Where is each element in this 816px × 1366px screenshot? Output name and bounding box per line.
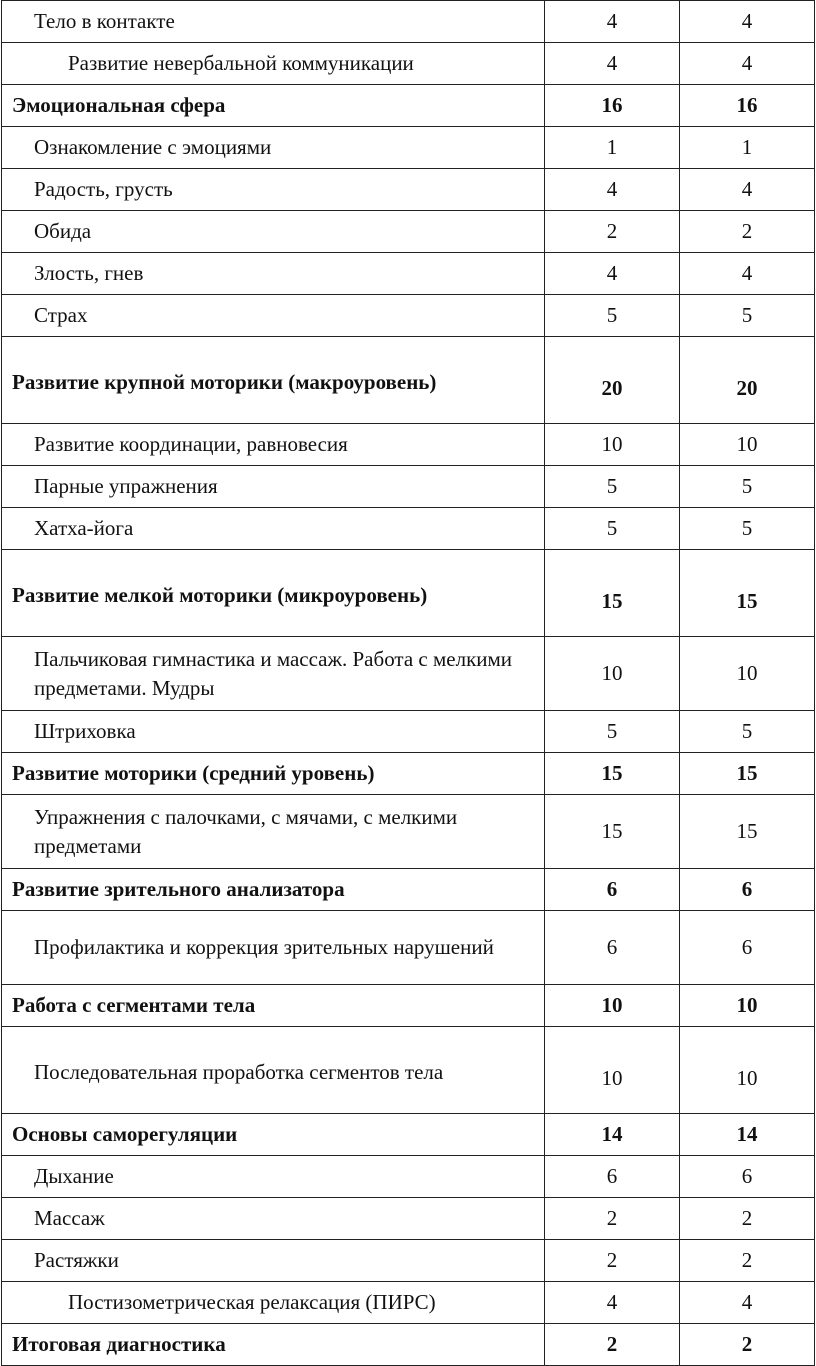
section-row: [2, 550, 815, 637]
row-title: Дыхание: [2, 1156, 545, 1198]
section-title: Работа с сегментами тела: [2, 985, 545, 1027]
row-title: Ознакомление с эмоциями: [2, 127, 545, 169]
section-row: [2, 869, 815, 911]
hours-col-2: 2: [680, 1198, 815, 1240]
table-row: [2, 211, 815, 253]
section-row: [2, 1324, 815, 1366]
row-title: Штриховка: [2, 711, 545, 753]
table-row: [2, 637, 815, 711]
curriculum-table: [1, 0, 815, 1366]
row-title: Хатха-йога: [2, 508, 545, 550]
hours-col-1: 6: [545, 869, 680, 911]
hours-col-2: 6: [680, 1156, 815, 1198]
table-row: [2, 911, 815, 985]
section-row: [2, 1114, 815, 1156]
table-row: [2, 127, 815, 169]
hours-col-1: 1: [545, 127, 680, 169]
row-title: Профилактика и коррекция зрительных нарушений: [2, 911, 545, 985]
table-row: [2, 169, 815, 211]
table-row: [2, 1282, 815, 1324]
hours-col-1: 16: [545, 85, 680, 127]
hours-col-2: 10: [680, 985, 815, 1027]
hours-col-2: 10: [680, 424, 815, 466]
table-row: [2, 795, 815, 869]
hours-col-2: 10: [680, 1027, 815, 1114]
section-row: [2, 85, 815, 127]
hours-col-2: 2: [680, 1324, 815, 1366]
hours-col-2: 15: [680, 550, 815, 637]
hours-col-1: 10: [545, 424, 680, 466]
hours-col-2: 2: [680, 1240, 815, 1282]
hours-col-1: 4: [545, 43, 680, 85]
section-row: [2, 753, 815, 795]
hours-col-2: 4: [680, 1282, 815, 1324]
hours-col-1: 5: [545, 711, 680, 753]
hours-col-2: 4: [680, 169, 815, 211]
row-title: Тело в контакте: [2, 1, 545, 43]
table-row: [2, 424, 815, 466]
hours-col-1: 4: [545, 253, 680, 295]
section-title: Эмоциональная сфера: [2, 85, 545, 127]
hours-col-2: 6: [680, 869, 815, 911]
hours-col-1: 6: [545, 1156, 680, 1198]
row-title: Страх: [2, 295, 545, 337]
table-row: [2, 1240, 815, 1282]
row-title: Постизометрическая релаксация (ПИРС): [2, 1282, 545, 1324]
hours-col-1: 14: [545, 1114, 680, 1156]
hours-col-1: 2: [545, 211, 680, 253]
table-row: [2, 1156, 815, 1198]
row-title: Парные упражнения: [2, 466, 545, 508]
hours-col-1: 2: [545, 1198, 680, 1240]
hours-col-1: 20: [545, 337, 680, 424]
hours-col-1: 2: [545, 1324, 680, 1366]
table-row: [2, 1198, 815, 1240]
section-title: Итоговая диагностика: [2, 1324, 545, 1366]
hours-col-1: 15: [545, 795, 680, 869]
row-title: Упражнения с палочками, с мячами, с мелкими предметами: [2, 795, 545, 869]
row-title: Обида: [2, 211, 545, 253]
hours-col-1: 4: [545, 1, 680, 43]
hours-col-2: 4: [680, 1, 815, 43]
hours-col-2: 5: [680, 466, 815, 508]
row-title: Радость, грусть: [2, 169, 545, 211]
hours-col-2: 10: [680, 637, 815, 711]
section-row: [2, 985, 815, 1027]
row-title: Развитие координации, равновесия: [2, 424, 545, 466]
row-title: Пальчиковая гимнастика и массаж. Работа с мелкими предметами. Мудры: [2, 637, 545, 711]
hours-col-1: 10: [545, 1027, 680, 1114]
table-row: [2, 1, 815, 43]
hours-col-1: 2: [545, 1240, 680, 1282]
hours-col-2: 15: [680, 753, 815, 795]
table-row: [2, 508, 815, 550]
hours-col-1: 5: [545, 295, 680, 337]
hours-col-2: 6: [680, 911, 815, 985]
table-row: [2, 295, 815, 337]
hours-col-2: 4: [680, 253, 815, 295]
table-row: [2, 711, 815, 753]
hours-col-1: 15: [545, 753, 680, 795]
hours-col-2: 5: [680, 295, 815, 337]
hours-col-1: 10: [545, 637, 680, 711]
row-title: Злость, гнев: [2, 253, 545, 295]
section-row: [2, 337, 815, 424]
hours-col-2: 2: [680, 211, 815, 253]
table-row: [2, 466, 815, 508]
row-title: Массаж: [2, 1198, 545, 1240]
row-title: Растяжки: [2, 1240, 545, 1282]
hours-col-1: 4: [545, 169, 680, 211]
hours-col-1: 6: [545, 911, 680, 985]
section-title: Развитие моторики (средний уровень): [2, 753, 545, 795]
table-row: [2, 43, 815, 85]
row-title: Последовательная проработка сегментов тела: [2, 1027, 545, 1114]
section-title: Развитие крупной моторики (макроуровень): [2, 337, 545, 424]
section-title: Развитие мелкой моторики (микроуровень): [2, 550, 545, 637]
hours-col-1: 15: [545, 550, 680, 637]
table-row: [2, 1027, 815, 1114]
hours-col-2: 15: [680, 795, 815, 869]
table-row: [2, 253, 815, 295]
hours-col-2: 1: [680, 127, 815, 169]
hours-col-1: 5: [545, 508, 680, 550]
hours-col-2: 5: [680, 508, 815, 550]
hours-col-2: 4: [680, 43, 815, 85]
row-title: Развитие невербальной коммуникации: [2, 43, 545, 85]
hours-col-2: 16: [680, 85, 815, 127]
hours-col-2: 5: [680, 711, 815, 753]
section-title: Основы саморегуляции: [2, 1114, 545, 1156]
hours-col-1: 4: [545, 1282, 680, 1324]
hours-col-1: 10: [545, 985, 680, 1027]
hours-col-2: 14: [680, 1114, 815, 1156]
hours-col-1: 5: [545, 466, 680, 508]
section-title: Развитие зрительного анализатора: [2, 869, 545, 911]
hours-col-2: 20: [680, 337, 815, 424]
